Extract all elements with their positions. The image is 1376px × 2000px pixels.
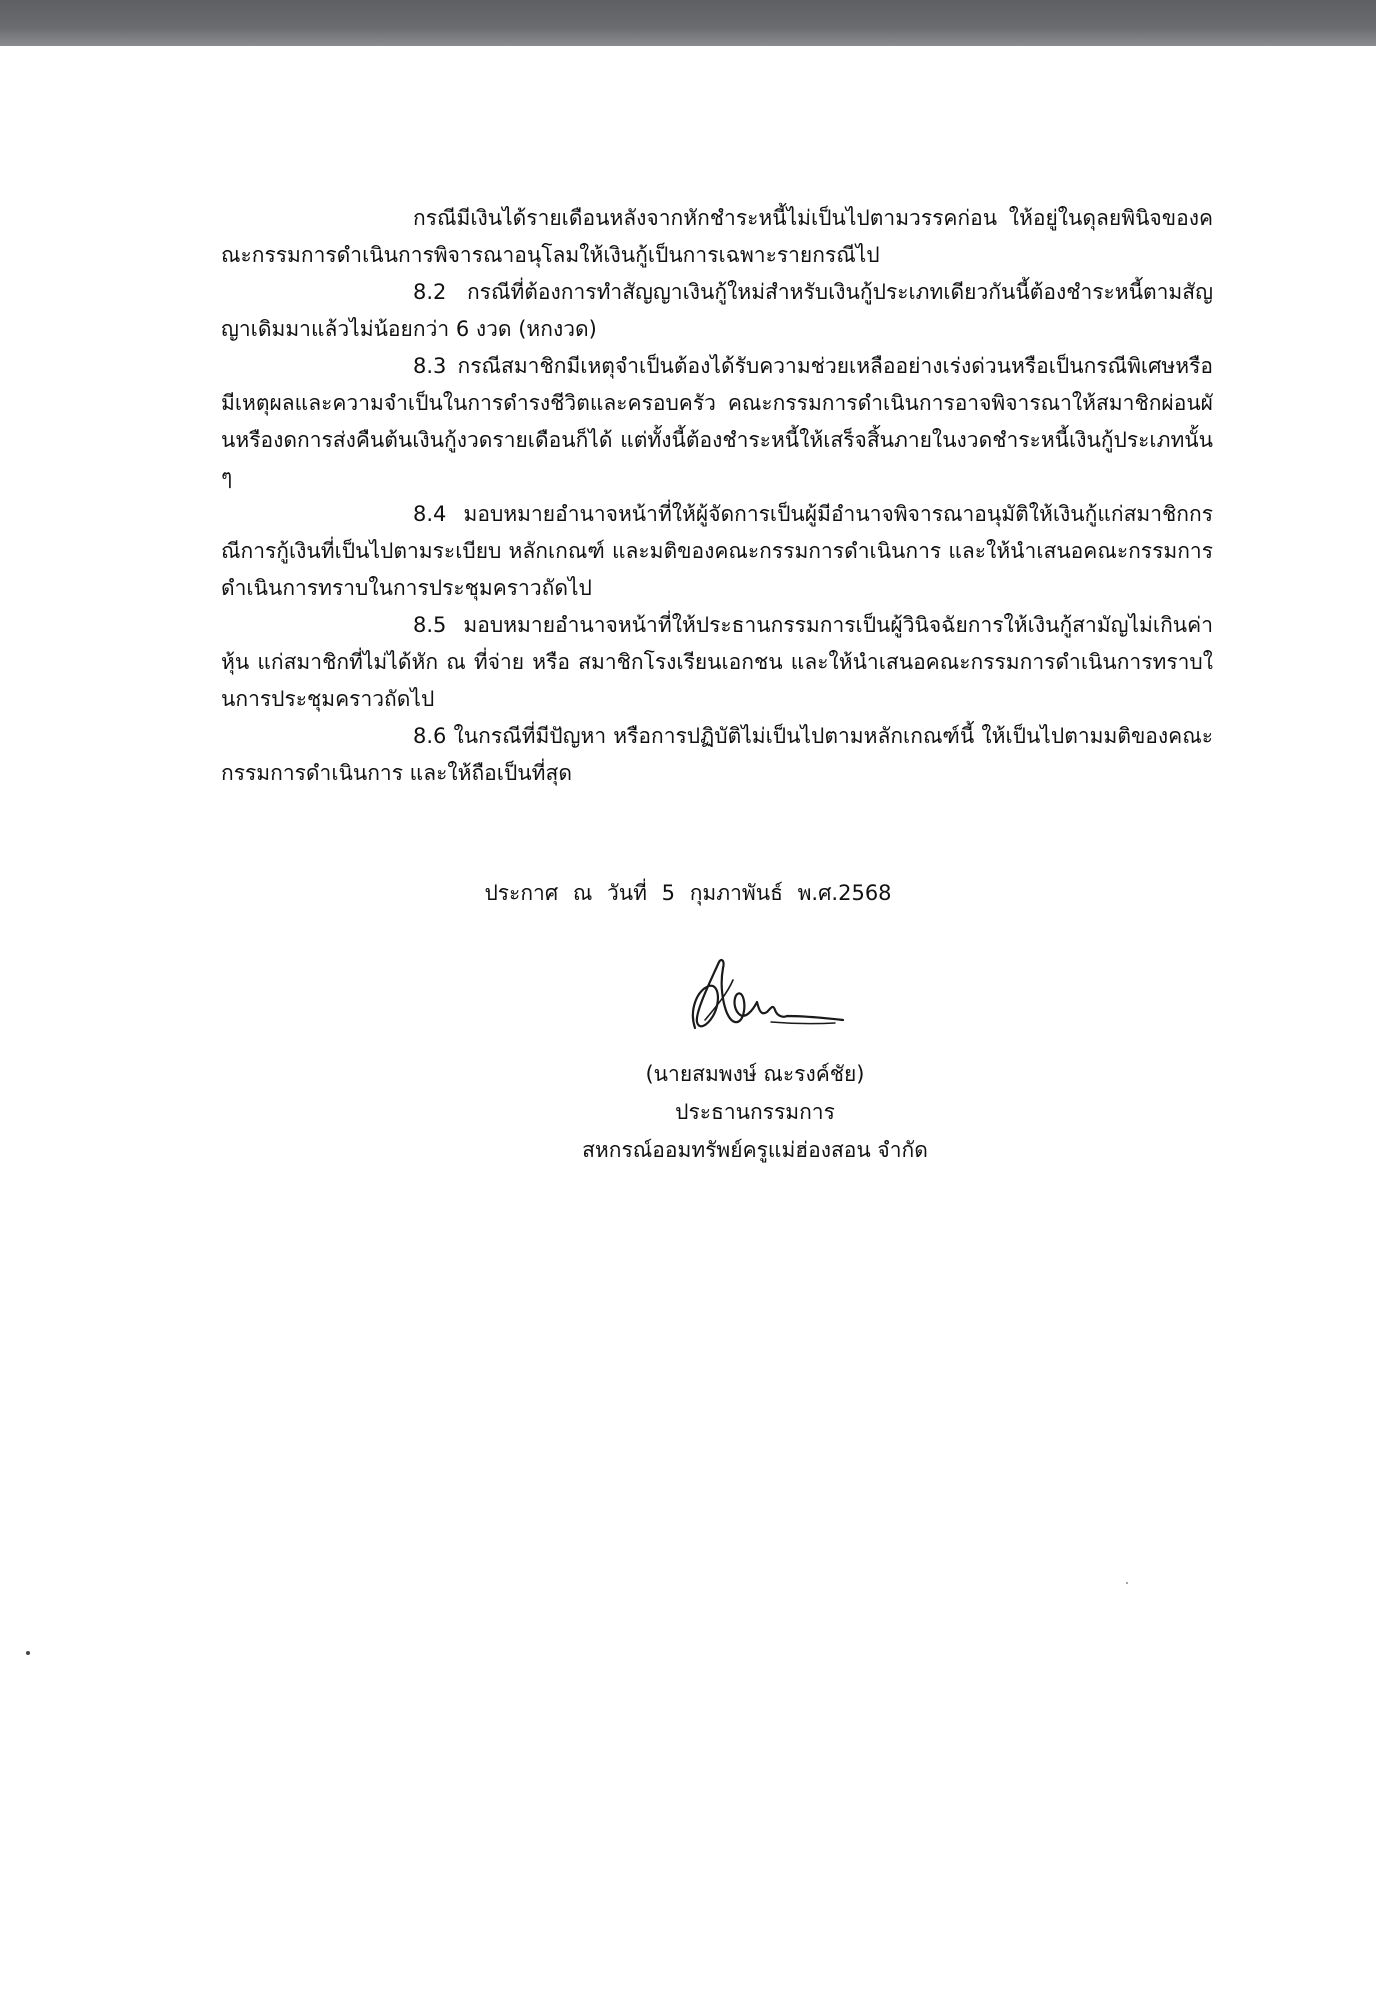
scan-speck (1126, 1582, 1128, 1584)
paragraph-8-3: 8.3 กรณีสมาชิกมีเหตุจำเป็นต้องได้รับความช่วยเหลืออย่างเร่งด่วนหรือเป็นกรณีพิเศษหรือมีเหตุผลและความจำเป็นในการดำรงชีวิตและครอบครัว คณะกรรมการดำเนินการอาจพิจารณาให้สมาชิกผ่อนผันหรืองดการส่งคืนต้นเงินกู้งวดรายเดือนก็ได้ แต่ทั้งนี้ต้องชำระหนี้ให้เสร็จสิ้นภายในงวดชำระหนี้เงินกู้ประเภทนั้นๆ (221, 354, 1213, 489)
paragraph-8-5: 8.5 มอบหมายอำนาจหน้าที่ให้ประธานกรรมการเป็นผู้วินิจฉัยการให้เงินกู้สามัญไม่เกินค่าหุ้น แก่สมาชิกที่ไม่ได้หัก ณ ที่จ่าย หรือ สมาชิกโรงเรียนเอกชน และให้นำเสนอคณะกรรมการดำเนินการทราบในการประชุมคราวถัดไป (221, 613, 1213, 711)
scan-top-edge (0, 0, 1376, 46)
paragraph-8-4: 8.4 มอบหมายอำนาจหน้าที่ให้ผู้จัดการเป็นผู้มีอำนาจพิจารณาอนุมัติให้เงินกู้แก่สมาชิกกรณีการกู้เงินที่เป็นไปตามระเบียบ หลักเกณฑ์ และมติของคณะกรรมการดำเนินการ และให้นำเสนอคณะกรรมการดำเนินการทราบในการประชุมคราวถัดไป (221, 502, 1213, 600)
paragraph-8-2: 8.2 กรณีที่ต้องการทำสัญญาเงินกู้ใหม่สำหรับเงินกู้ประเภทเดียวกันนี้ต้องชำระหนี้ตามสัญญาเดิมมาแล้วไม่น้อยกว่า 6 งวด (หกงวด) (221, 280, 1213, 341)
signatory-organization: สหกรณ์ออมทรัพย์ครูแม่ฮ่องสอน จำกัด (582, 1138, 928, 1162)
scan-speck (26, 1651, 30, 1655)
signature-block (440, 1055, 1070, 1169)
handwritten-signature (675, 950, 855, 1040)
document-body (221, 200, 1213, 792)
announcement-date: ประกาศ ณ วันที่ 5 กุมภาพันธ์ พ.ศ.2568 (484, 881, 892, 905)
paragraph-continuation: กรณีมีเงินได้รายเดือนหลังจากหักชำระหนี้ไม่เป็นไปตามวรรคก่อน ให้อยู่ในดุลยพินิจของคณะกรรมการดำเนินการพิจารณาอนุโลมให้เงินกู้เป็นการเฉพาะรายกรณีไป (221, 206, 1213, 267)
signatory-position: ประธานกรรมการ (675, 1100, 835, 1124)
signatory-name: (นายสมพงษ์ ณะรงค์ชัย) (645, 1062, 865, 1086)
paragraph-8-6: 8.6 ในกรณีที่มีปัญหา หรือการปฏิบัติไม่เป็นไปตามหลักเกณฑ์นี้ ให้เป็นไปตามมติของคณะกรรมการดำเนินการ และให้ถือเป็นที่สุด (221, 724, 1213, 785)
